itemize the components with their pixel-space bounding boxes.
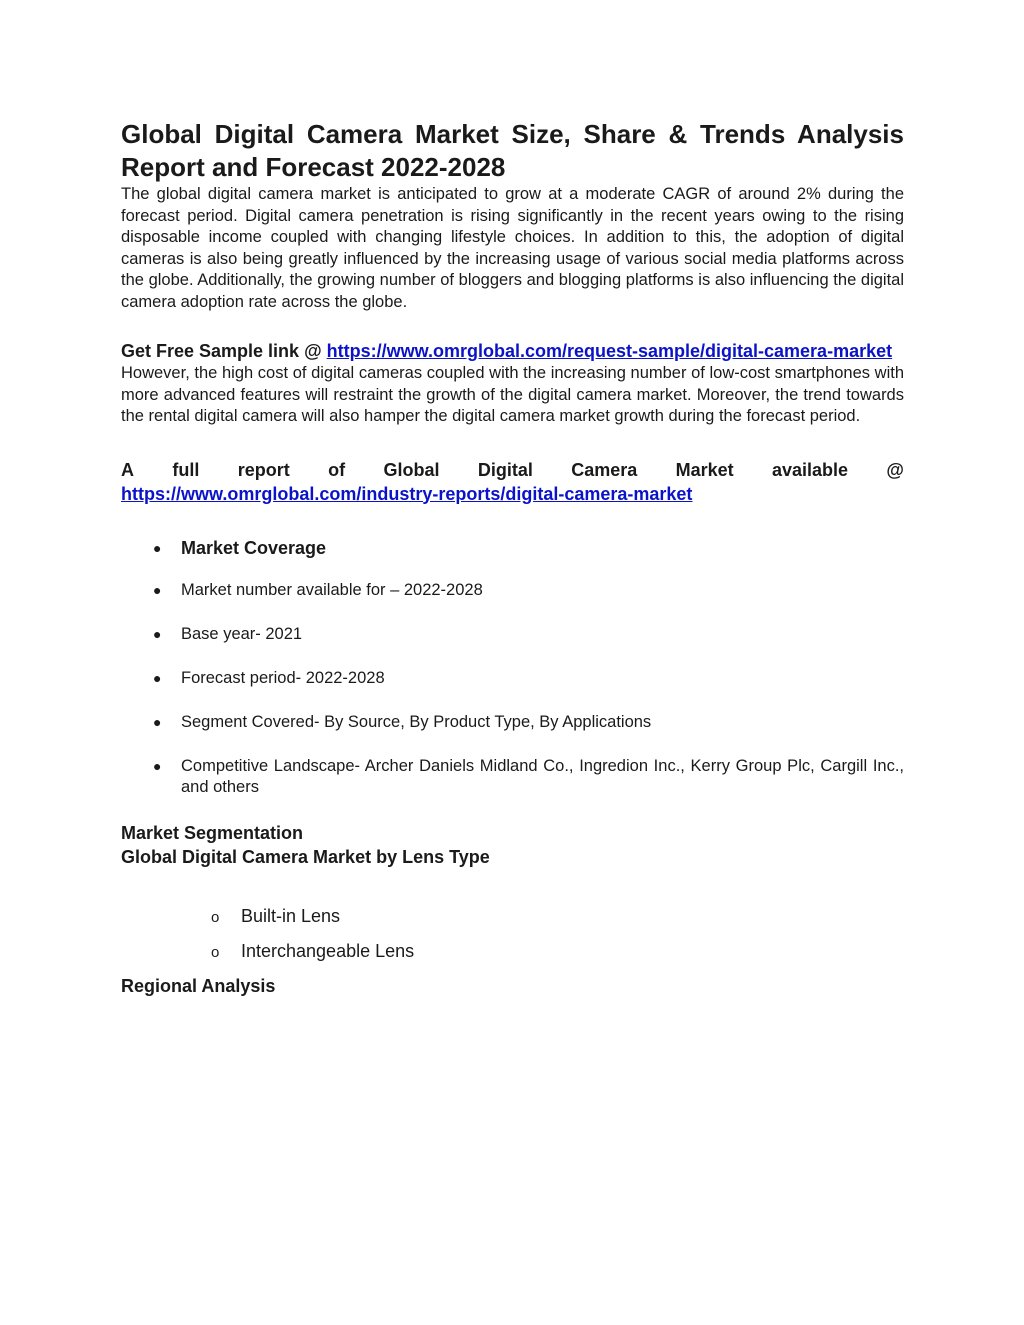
sample-link[interactable]: https://www.omrglobal.com/request-sample/digital-camera-market <box>326 341 893 361</box>
segmentation-heading: Market Segmentation <box>121 823 304 843</box>
coverage-item: Base year- 2021 <box>181 624 303 643</box>
list-item <box>121 668 904 690</box>
coverage-item: Segment Covered- By Source, By Product Type, By Applications <box>181 712 652 731</box>
document-page <box>121 118 904 998</box>
full-report-word: available <box>772 459 849 480</box>
full-report-label <box>121 458 904 482</box>
full-report-word: of <box>328 459 346 480</box>
full-report-word: A <box>121 459 134 480</box>
sample-link-paragraph <box>121 339 904 363</box>
full-report-word: Camera <box>571 459 638 480</box>
lens-type-list <box>121 904 904 963</box>
lens-type-item: Interchangeable Lens <box>241 941 415 961</box>
bullet-icon: ● <box>153 539 162 556</box>
report-title: Global Digital Camera Market Size, Share & Trends Analysis Report and Forecast 2022-2028 <box>121 119 904 182</box>
full-report-word: @ <box>886 459 904 480</box>
lens-type-item: Built-in Lens <box>241 906 341 926</box>
bullet-icon: ● <box>153 669 162 686</box>
list-item <box>121 580 904 602</box>
list-item <box>121 756 904 799</box>
bullet-icon: ● <box>153 581 162 598</box>
lens-type-heading: Global Digital Camera Market by Lens Type <box>121 847 490 867</box>
full-report-word: full <box>172 459 200 480</box>
full-report-word: Digital <box>477 459 533 480</box>
full-report-word: report <box>237 459 290 480</box>
coverage-item: Forecast period- 2022-2028 <box>181 668 385 687</box>
list-item <box>121 939 904 963</box>
circle-bullet-icon: o <box>211 909 220 926</box>
bullet-icon: ● <box>153 757 162 774</box>
bullet-icon: ● <box>153 625 162 642</box>
list-item <box>121 712 904 734</box>
coverage-list <box>121 536 904 799</box>
list-item <box>121 624 904 646</box>
full-report-word: Global <box>383 459 440 480</box>
circle-bullet-icon: o <box>211 944 220 961</box>
list-item <box>121 904 904 928</box>
bullet-icon: ● <box>153 713 162 730</box>
coverage-heading: Market Coverage <box>181 537 327 558</box>
intro-paragraph: The global digital camera market is anticipated to grow at a moderate CAGR of around 2% during the forecast period. Digital camera penetration is rising significantly in the recent years owing to the rising disposable income coupled with changing lifestyle choices. In addition to this, the adoption of digital cameras is also being greatly influenced by the increasing usage of various social media platforms across the globe. Additionally, the growing number of bloggers and blogging platforms is also influencing the digital camera adoption rate across the globe. <box>121 185 904 311</box>
list-item <box>121 536 904 560</box>
restraints-paragraph: However, the high cost of digital cameras coupled with the increasing number of low-cost smartphones with more advanced features will restraint the growth of the digital camera market. Moreover, the trend towards the rental digital camera will also hamper the digital camera market growth during the forecast period. <box>121 364 904 425</box>
full-report-link[interactable]: https://www.omrglobal.com/industry-reports/digital-camera-market <box>121 483 693 504</box>
full-report-word: Market <box>675 459 734 480</box>
regional-heading: Regional Analysis <box>121 976 276 996</box>
sample-link-label: Get Free Sample link @ <box>121 341 322 361</box>
coverage-item: Market number available for – 2022-2028 <box>181 580 483 599</box>
coverage-item: Competitive Landscape- Archer Daniels Midland Co., Ingredion Inc., Kerry Group Plc, Cargill Inc., and others <box>181 756 904 796</box>
full-report-paragraph <box>121 458 904 506</box>
